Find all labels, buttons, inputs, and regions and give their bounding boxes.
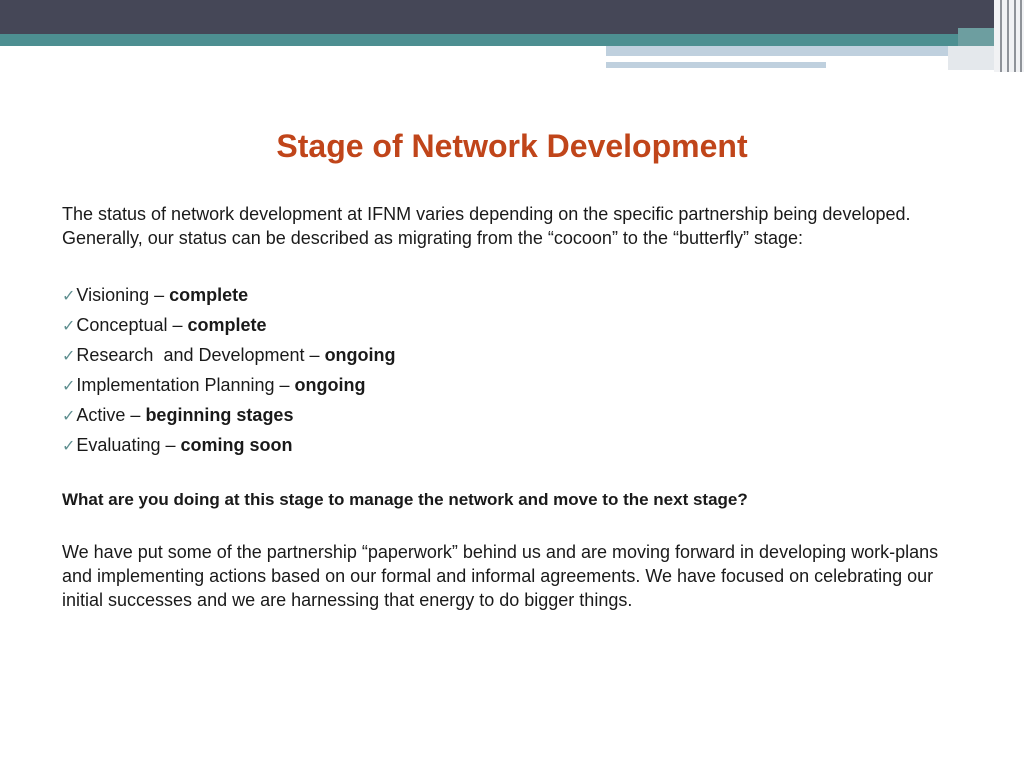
stage-checklist: [62, 281, 962, 461]
list-item: [62, 341, 962, 371]
checkmark-icon: ✓: [62, 408, 76, 425]
header-divider: [0, 46, 606, 48]
question-heading: What are you doing at this stage to manage the network and move to the next stage?: [62, 490, 748, 509]
stage-label: Evaluating –: [76, 435, 181, 455]
stage-label: Active –: [76, 405, 146, 425]
list-item: [62, 401, 962, 431]
list-item: [62, 371, 962, 401]
header-accent-corner-gray: [948, 46, 994, 70]
stage-label: Conceptual –: [76, 315, 188, 335]
header-band: [0, 0, 1024, 34]
stage-status: ongoing: [294, 375, 366, 395]
stage-label: Visioning –: [76, 285, 170, 305]
list-item: [62, 311, 962, 341]
header-accent-corner: [958, 28, 994, 46]
stage-label: Research and Development –: [76, 345, 325, 365]
header-accent-block: [606, 46, 994, 56]
slide-body: [62, 202, 962, 612]
stage-status: complete: [187, 315, 267, 335]
checkmark-icon: ✓: [62, 378, 76, 395]
checkmark-icon: ✓: [62, 318, 76, 335]
stage-label: Implementation Planning –: [76, 375, 295, 395]
stage-status: ongoing: [324, 345, 396, 365]
header-accent-line: [606, 62, 826, 68]
list-item: [62, 431, 962, 461]
stage-status: complete: [169, 285, 249, 305]
list-item: [62, 281, 962, 311]
stage-status: beginning stages: [145, 405, 294, 425]
slide-title: Stage of Network Development: [276, 128, 748, 164]
checkmark-icon: ✓: [62, 288, 76, 305]
answer-paragraph: We have put some of the partnership “paperwork” behind us and are moving forward in developing work-plans and implementing actions based on our formal and informal agreements. We have focused on celebrating our initial successes and we are harnessing that energy to do bigger things.: [62, 542, 939, 610]
checkmark-icon: ✓: [62, 438, 76, 455]
stage-status: coming soon: [180, 435, 293, 455]
intro-paragraph: The status of network development at IFNM varies depending on the specific partnership being developed. Generally, our status can be described as migrating from the “cocoon” to the “butterfly” stage:: [62, 204, 911, 248]
header-accent-stripe: [0, 34, 1024, 46]
checkmark-icon: ✓: [62, 348, 76, 365]
edge-decoration: [994, 0, 1024, 72]
